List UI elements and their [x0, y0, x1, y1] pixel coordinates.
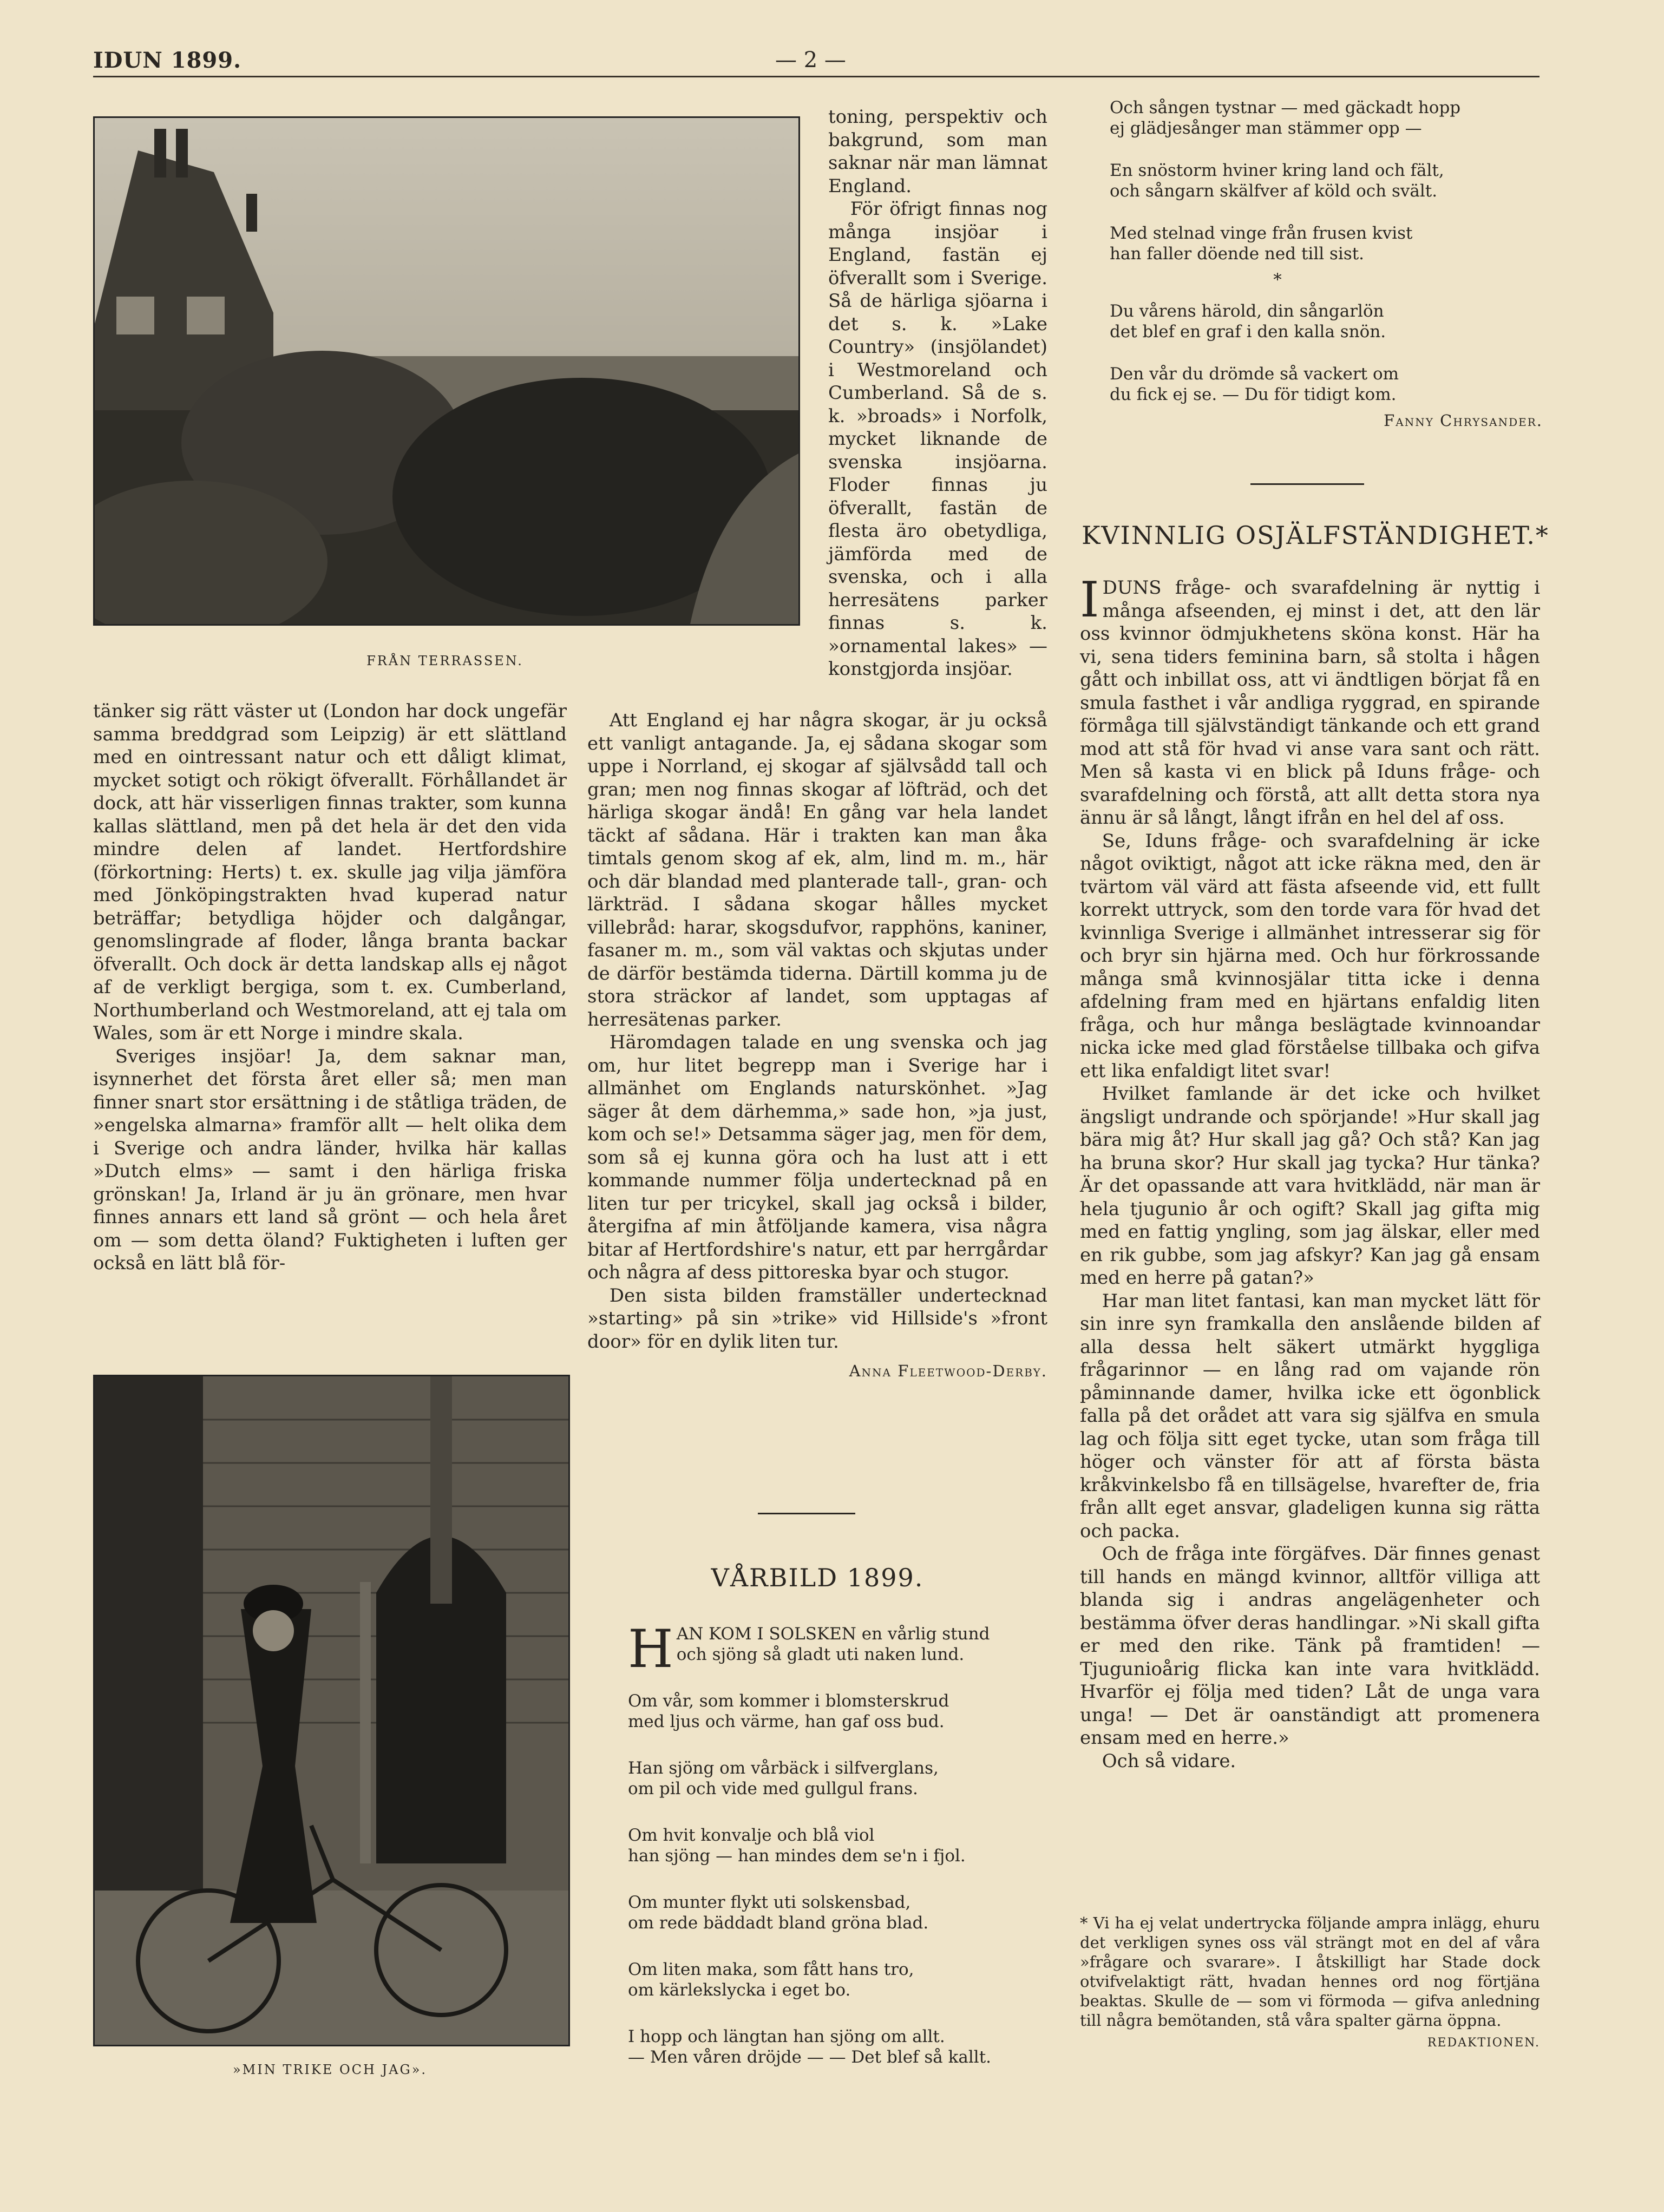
poem-line: Med stelnad vinge från frusen kvist	[1110, 224, 1413, 243]
kvinnlig-title: KVINNLIG OSJÄLFSTÄNDIGHET.*	[1082, 521, 1549, 550]
kvinnlig-dropcap: I	[1080, 572, 1099, 628]
poem-line: Om munter flykt uti solskensbad,	[628, 1893, 911, 1912]
poem-line: Om hvit konvalje och blå viol	[628, 1826, 875, 1845]
kvinnlig-paragraph: Hvilket famlande är det icke och hvilket ängsligt undrande och spörjande! »Hur skall jag bära mig åt? Hur skall jag gå? Och stå? Kan jag ha bruna skor? Hur skall jag tycka? Hur tänka? Är det opassande att vara hvitklädd, när man är hela tjugunio år och ogift? Skall jag gifta mig med en fattig yngling, som jag älskar, eller med en rik gubbe, som jag afskyr? Kan jag gå ensam med en herre på gatan?»	[1080, 1083, 1540, 1289]
kvinnlig-first-text: DUNS fråge- och svarafdelning är nyttig i många afseenden, ej minst i det, att den lär oss kvinnor ödmjukhetens sköna konst. Här ha vi, sena tiders feminina barn, så stolta i hågen gått och inbillat oss, att vi ändtligen börjat få en smula fasthet i vår andliga ryggrad, en spirande förmåga till självständigt tänkande och ett grand mod att stå för hvad vi anse vara sant och rätt. Men så kasta vi en blick på Iduns fråge- och svarafdelning och förstå, att allt detta stora nya ännu är så långt, långt ifrån en hel del af oss.	[1080, 577, 1540, 829]
varbild-title: VÅRBILD 1899.	[711, 1563, 924, 1592]
poem-stanza	[1110, 97, 1543, 139]
kvinnlig-paragraph: Har man litet fantasi, kan man mycket lätt för sin inre syn framkalla den anslående bilden af alla dessa helt säkert utmärkt hyggliga frågarinnor — en lång rad om vajande rön påminnande damer, hvilka icke ett ögonblick falla på det orådet att vara sig själfva en smula lag och följa sitt eget tycke, utan som fråga till höger och vänster för att af första bästa kråkvinkelsbo få en tillsägelse, hvarefter de, fria från allt eget ansvar, gladeligen kunna sig rätta och packa.	[1080, 1290, 1540, 1542]
col1-paragraph: tänker sig rätt väster ut (London har dock ungefär samma breddgrad som Leipzig) är ett slättland med en ointressant natur och ett dåligt klimat, mycket sotigt och rökigt öfverallt. Förhållandet är dock, att här visserligen finnas trakter, som kunna kallas slättland, men på det hela är det den vida mindre delen af landet. Hertfordshire (förkortning: Herts) t. ex. skulle jag vilja jämföra med Jönköpingstrakten hvad kuperad natur beträffar; betydliga höjder och dalgångar, genomslingrade af floder, långa branta backar öfverallt. Och dock är detta landskap alls ej något af de verkligt bergiga, som t. ex. Cumberland, Northumberland och Westmoreland, att ej tala om Wales, som är ett Norge i mindre skala.	[93, 700, 567, 1044]
trike-photo	[93, 1375, 570, 2046]
trike-caption: »MIN TRIKE OCH JAG».	[232, 2062, 428, 2077]
terrace-photo-image	[95, 118, 798, 624]
kvinnlig-article	[1080, 572, 1540, 1773]
section-divider	[758, 1513, 855, 1514]
footnote-text: * Vi ha ej velat undertrycka följande ampra inlägg, ehuru det verkligen synes oss väl strängt mot en del af våra »frågare och svarare». I åtskilligt har Stade dock otvifvelaktigt rätt, hvadan hennes ord nog förtjäna beaktas. Skulle de — som vi förmoda — gifva anledning till några bemötanden, stå våra spalter gärna öppna.	[1080, 1914, 1540, 2030]
poem-line: Han sjöng om vårbäck i silfverglans,	[628, 1758, 939, 1778]
varbild-stanza	[628, 1691, 1039, 1732]
poem-stanza	[1110, 160, 1543, 201]
varbild-stanza	[628, 1825, 1039, 1866]
poem-signature: Fanny Chrysander.	[1384, 411, 1543, 430]
poem-stanza	[1110, 364, 1543, 405]
varbild-poem	[628, 1619, 1039, 2093]
col2-paragraph: Häromdagen talade en ung svenska och jag om, hur litet begrepp man i Sverige har i allmänhet om Englands naturskönhet. »Jag säger åt dem därhemma,» sade hon, »ja just, kom och se!» Detsamma säger jag, men för dem, som så ej kunna göra och ha lust att i ett kommande nummer följa undertecknad på en liten tur per tricykel, skall jag också i bilder, återgifna af min åtföljande kamera, visa några bitar af Hertfordshire's natur, ett par herrgårdar och några af dess pittoreska byar och stugor.	[587, 1032, 1047, 1283]
poem-star-separator: *	[1273, 270, 1282, 290]
kvinnlig-paragraph: Och de fråga inte förgäfves. Där finnes genast till hands en mängd kvinnor, alltför villiga att blanda sig i andras angelägenheter och bestämma öfver deras handlingar. »Ni skall gifta er med den rike. Tänk på framtiden! — Tjugunioårig flicka kan inte vara hvitklädd. Hvarför ej följa med tiden? Låt de unga vara unga! — Det är oanständigt att promenera ensam med en herre.»	[1080, 1543, 1540, 1749]
poem-stanza	[1110, 223, 1543, 264]
poem-line: Och sången tystnar — med gäckadt hopp	[1110, 98, 1461, 117]
col2-top-paragraph: För öfrigt finnas nog många insjöar i England, fastän ej öfverallt som i Sverige. Så de härliga sjöarna i det s. k. »Lake Country» (insjölandet) i Westmoreland och Cumberland. Så de s. k. »broads» i Norfolk, mycket liknande de svenska insjöarna. Floder finnas ju öfverallt, fastän de flesta äro obetydliga, jämförda med de svenska, och i alla herresätens parker finnas s. k. »ornamental lakes» — konstgjorda insjöar.	[828, 198, 1047, 680]
column1-text	[93, 700, 567, 1275]
poem-line: om pil och vide med gullgul frans.	[628, 1779, 918, 1799]
column2-text	[587, 709, 1047, 1383]
terrace-photo	[93, 116, 800, 626]
varbild-stanza	[628, 1959, 1039, 2000]
terrace-caption: FRÅN TERRASSEN.	[366, 653, 523, 668]
kvinnlig-footnote	[1080, 1913, 1540, 2053]
varbild-dropcap: H	[628, 1619, 673, 1679]
poem-stanza	[1110, 301, 1543, 342]
poem-line: — Men våren dröjde — — Det blef så kallt.	[628, 2047, 992, 2067]
kvinnlig-paragraph: Se, Iduns fråge- och svarafdelning är icke något oviktigt, något att icke räkna med, den är tvärtom väl värd att fästa afseende vid, ett fullt korrekt uttryck, som den torde vara för hvad det kvinnliga Sverige i allmänhet intresserar sig för och bryr sin hjärna med. Och hur förkrossande många små kvinnosjälar titta icke i denna afdelning fram med en hjärtans enfaldig liten fråga, och hur många beslägtade kvinnoandar nicka icke med glad förståelse tillbaka och gifva ett lika enfaldigt litet svar!	[1080, 830, 1540, 1082]
col2-top-paragraph: toning, perspektiv och bakgrund, som man saknar när man lämnat England.	[828, 106, 1047, 197]
poem-line: Om vår, som kommer i blomsterskrud	[628, 1691, 949, 1711]
poem-line: AN KOM I SOLSKEN en vårlig stund	[676, 1624, 990, 1644]
trike-photo-image	[95, 1376, 568, 2045]
col2-signature: Anna Fleetwood-Derby.	[849, 1362, 1047, 1380]
poem-line: det blef en graf i den kalla snön.	[1110, 322, 1386, 342]
poem-line: om kärlekslycka i eget bo.	[628, 1980, 851, 2000]
page-header	[93, 48, 1539, 80]
poem-line: du fick ej se. — Du för tidigt kom.	[1110, 385, 1397, 404]
col1-paragraph: Sveriges insjöar! Ja, dem saknar man, isynnerhet det första året eller så; men man finner snart stor ersättning i de ståtliga träden, de »engelska almarna» framför allt — helt olika dem i Sverige och andra länder, hvilka här kallas »Dutch elms» — samt i den härliga friska grönskan! Ja, Irland är ju än grönare, men hvar finnes annars ett land så grönt — och hela året om — som detta öland? Fuktigheten i luften ger också en lätt blå för-	[93, 1045, 567, 1274]
poem-line: han sjöng — han mindes dem se'n i fjol.	[628, 1846, 966, 1866]
poem-line: och sångarn skälfver af köld och svält.	[1110, 181, 1438, 201]
section-divider	[1250, 483, 1364, 485]
poem-line: I hopp och längtan han sjöng om allt.	[628, 2027, 945, 2046]
poem-line: med ljus och värme, han gaf oss bud.	[628, 1712, 945, 1731]
varbild-first-stanza	[628, 1619, 1039, 1679]
poem-line: han faller döende ned till sist.	[1110, 244, 1365, 264]
varbild-stanza	[628, 1758, 1039, 1799]
poem-line: och sjöng så gladt uti naken lund.	[676, 1645, 965, 1664]
poem-line: Du vårens härold, din sångarlön	[1110, 301, 1384, 321]
poem-line: Den vår du drömde så vackert om	[1110, 364, 1399, 384]
kvinnlig-paragraph	[1080, 572, 1540, 830]
poem-line: En snöstorm hviner kring land och fält,	[1110, 161, 1444, 180]
header-rule	[93, 76, 1539, 77]
poem-line: Om liten maka, som fått hans tro,	[628, 1960, 914, 1979]
varbild-stanza	[628, 2026, 1039, 2067]
col3-poem	[1110, 97, 1543, 431]
poem-line: ej glädjesånger man stämmer opp —	[1110, 119, 1422, 138]
col2-paragraph: Den sista bilden framställer undertecknad »starting» på sin »trike» vid Hillside's »front door» för en dylik liten tur.	[587, 1284, 1047, 1353]
kvinnlig-paragraph: Och så vidare.	[1102, 1750, 1236, 1772]
footnote-signature: REDAKTIONEN.	[1427, 2036, 1540, 2050]
column2-top-text	[828, 106, 1047, 681]
page-number: — 2 —	[775, 48, 846, 73]
poem-line: om rede bäddadt bland gröna blad.	[628, 1913, 929, 1933]
publication-title: IDUN 1899.	[93, 48, 242, 73]
col2-paragraph: Att England ej har några skogar, är ju också ett vanligt antagande. Ja, ej sådana skogar som uppe i Norrland, ej skogar af självsådd tall och gran; men nog finnas skogar af löfträd, och det härliga skogar ändå! En gång var hela landet täckt af sådana. Här i trakten kan man åka timtals genom skog af ek, alm, lind m. m., här och där blandad med planterade tall-, gran- och lärkträd. I sådana skogar hålles mycket villebråd: harar, skogsdufvor, rapphöns, kaniner, fasaner m. m., som väl vaktas och skjutas under de därför bestämda tiderna. Därtill komma ju de stora sträckor af landet, som upptagas af herresätenas parker.	[587, 710, 1047, 1030]
varbild-stanza	[628, 1892, 1039, 1933]
